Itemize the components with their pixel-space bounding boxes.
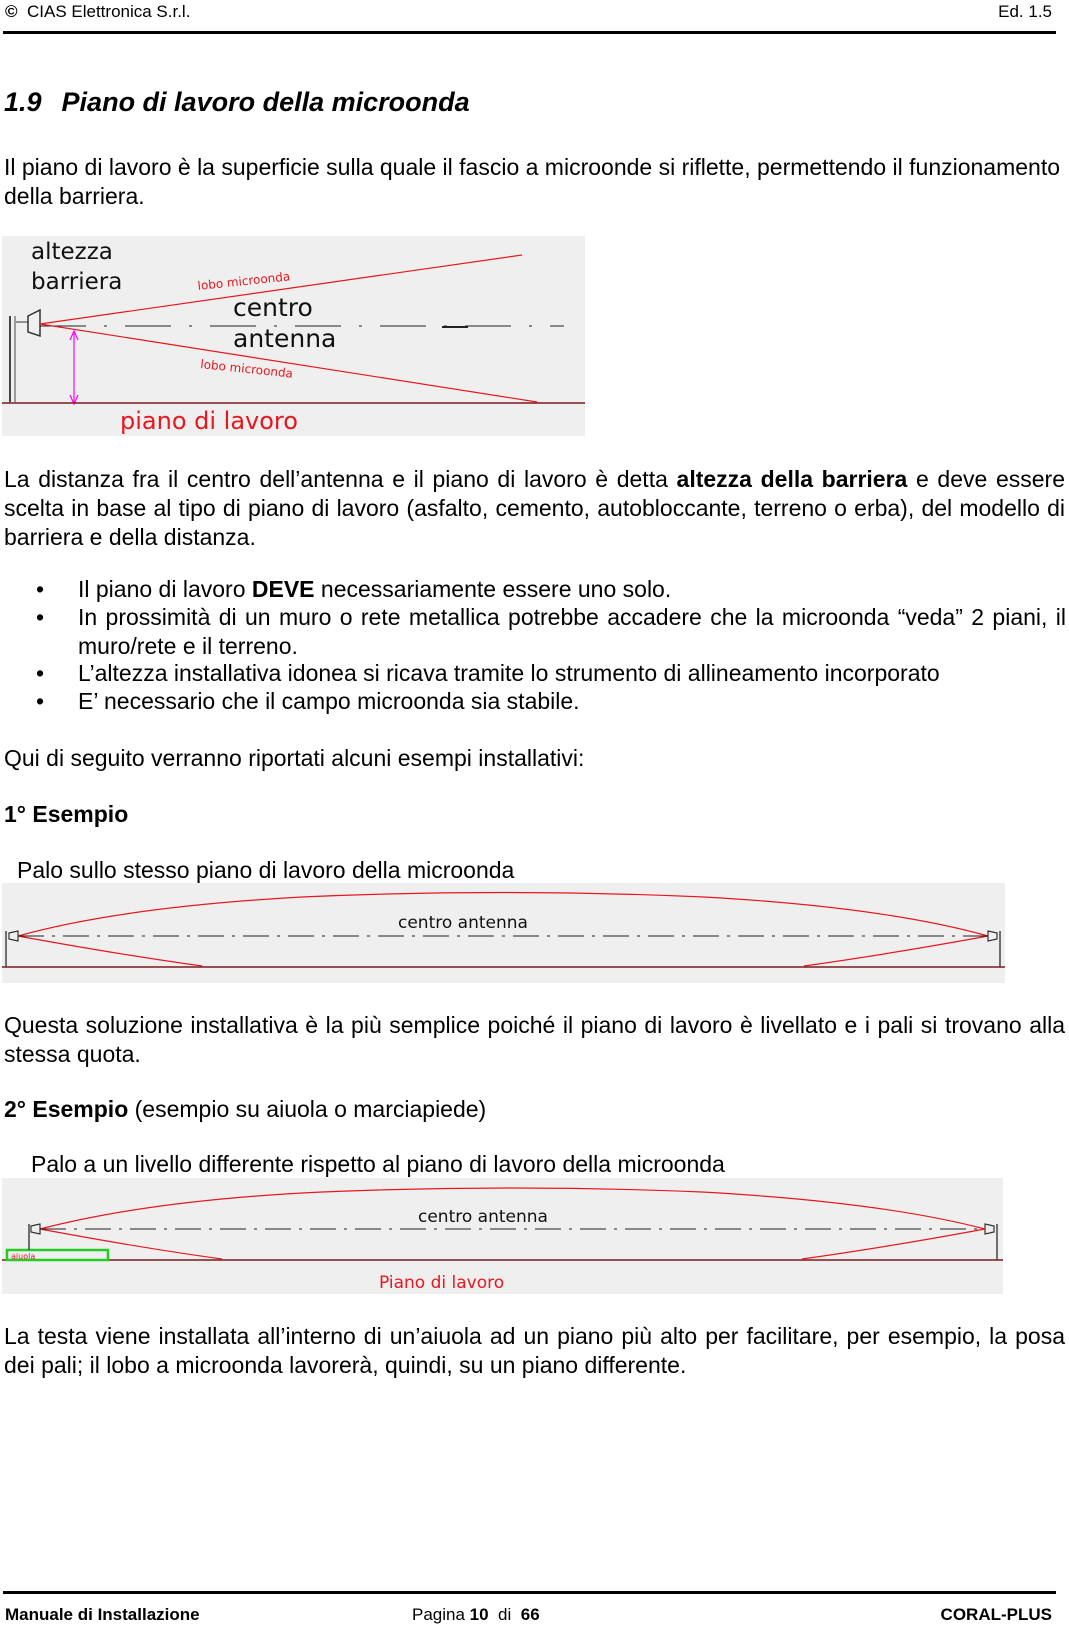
footer-of-word: di: [498, 1605, 512, 1624]
example2-heading-note: (esempio su aiuola o marciapiede): [128, 1096, 487, 1122]
barrier-height-paragraph: [4, 465, 1065, 552]
footer-page: [412, 1605, 540, 1625]
section-title: [4, 87, 470, 118]
section-title-text: Piano di lavoro della microonda: [61, 87, 470, 117]
bullet-3-text: L’altezza installativa idonea si ricava tramite lo strumento di allineamento incorporato: [78, 660, 940, 686]
figure-example1: [2, 883, 1005, 983]
header-rule: [3, 31, 1056, 34]
bullet-marker: •: [36, 604, 45, 630]
section-number: 1.9: [4, 87, 42, 117]
bullet-item-1: [36, 575, 1066, 604]
paragraph2-after: e deve essere scelta in base al tipo di piano di lavoro (asfalto, cemento, autobloccante, terreno o erba), del modello di barriera e della distanza.: [4, 466, 1065, 550]
example2-heading-bold: 2° Esempio: [4, 1096, 129, 1122]
bullet-1-after: necessariamente essere uno solo.: [314, 576, 672, 602]
label-height-line2: barriera: [31, 269, 123, 295]
figure-barrier-height: [2, 236, 585, 436]
footer-product: CORAL-PLUS: [940, 1605, 1052, 1624]
example2-heading: [4, 1095, 1065, 1124]
label-flowerbed: aiuola: [11, 1252, 36, 1261]
label-center-line2: antenna: [233, 324, 337, 353]
header-left: [5, 2, 190, 22]
label-height-line1: altezza: [31, 239, 113, 265]
bullet-4-text: E’ necessario che il campo microonda sia stabile.: [78, 688, 580, 714]
label-working-plane: piano di lavoro: [120, 407, 298, 435]
bullet-item-2: [36, 603, 1066, 661]
footer-page-word: Pagina: [412, 1605, 465, 1624]
example1-caption: Palo sullo stesso piano di lavoro della microonda: [17, 857, 515, 883]
footer-page-total: 66: [520, 1605, 540, 1624]
bullet-item-4: [36, 687, 1066, 716]
paragraph2-bold: altezza della barriera: [676, 466, 908, 492]
label-working-plane: Piano di lavoro: [379, 1273, 505, 1293]
label-center-line1: centro: [233, 293, 313, 322]
label-lobe-top: lobo microonda: [196, 269, 291, 293]
footer-rule: [3, 1591, 1056, 1594]
example2-text: La testa viene installata all’interno di un’aiuola ad un piano più alto per facilitare, per esempio, la posa dei pali; il lobo a microonda lavorerà, quindi, su un piano differente.: [4, 1323, 1065, 1378]
bullet-item-3: [36, 659, 1066, 688]
example2-caption: Palo a un livello differente rispetto al piano di lavoro della microonda: [31, 1151, 725, 1177]
bullet-marker: •: [36, 576, 45, 602]
label-lobe-bottom: lobo microonda: [199, 357, 294, 381]
example1-text: Questa soluzione installativa è la più semplice poiché il piano di lavoro è livellato e i pali si trovano alla stessa quota.: [4, 1012, 1065, 1067]
bullet-marker: •: [36, 660, 45, 686]
footer-page-number: 10: [469, 1605, 489, 1624]
figure-background: [2, 883, 1005, 983]
copyright-symbol: ©: [5, 2, 18, 21]
label-center-antenna: centro antenna: [418, 1207, 548, 1227]
bullet-1-bold: DEVE: [251, 576, 315, 602]
company-name: CIAS Elettronica S.r.l.: [26, 2, 191, 21]
examples-intro: Qui di seguito verranno riportati alcuni esempi installativi:: [4, 745, 585, 771]
intro-paragraph: Il piano di lavoro è la superficie sulla quale il fascio a microonde si riflette, permettendo il funzionamento della barriera.: [4, 154, 1061, 209]
example1-heading: 1° Esempio: [4, 801, 129, 827]
bullet-1-before: Il piano di lavoro: [78, 576, 252, 602]
footer-manual: Manuale di Installazione: [5, 1605, 200, 1624]
edition-label: Ed. 1.5: [998, 2, 1052, 21]
figure-example2: [2, 1178, 1003, 1294]
label-center-antenna: centro antenna: [398, 913, 528, 933]
bullet-2-text: In prossimità di un muro o rete metallica potrebbe accadere che la microonda “veda” 2 piani, il muro/rete e il terreno.: [78, 604, 1066, 659]
paragraph2-before: La distanza fra il centro dell’antenna e il piano di lavoro è detta: [4, 466, 677, 492]
bullet-marker: •: [36, 688, 45, 714]
